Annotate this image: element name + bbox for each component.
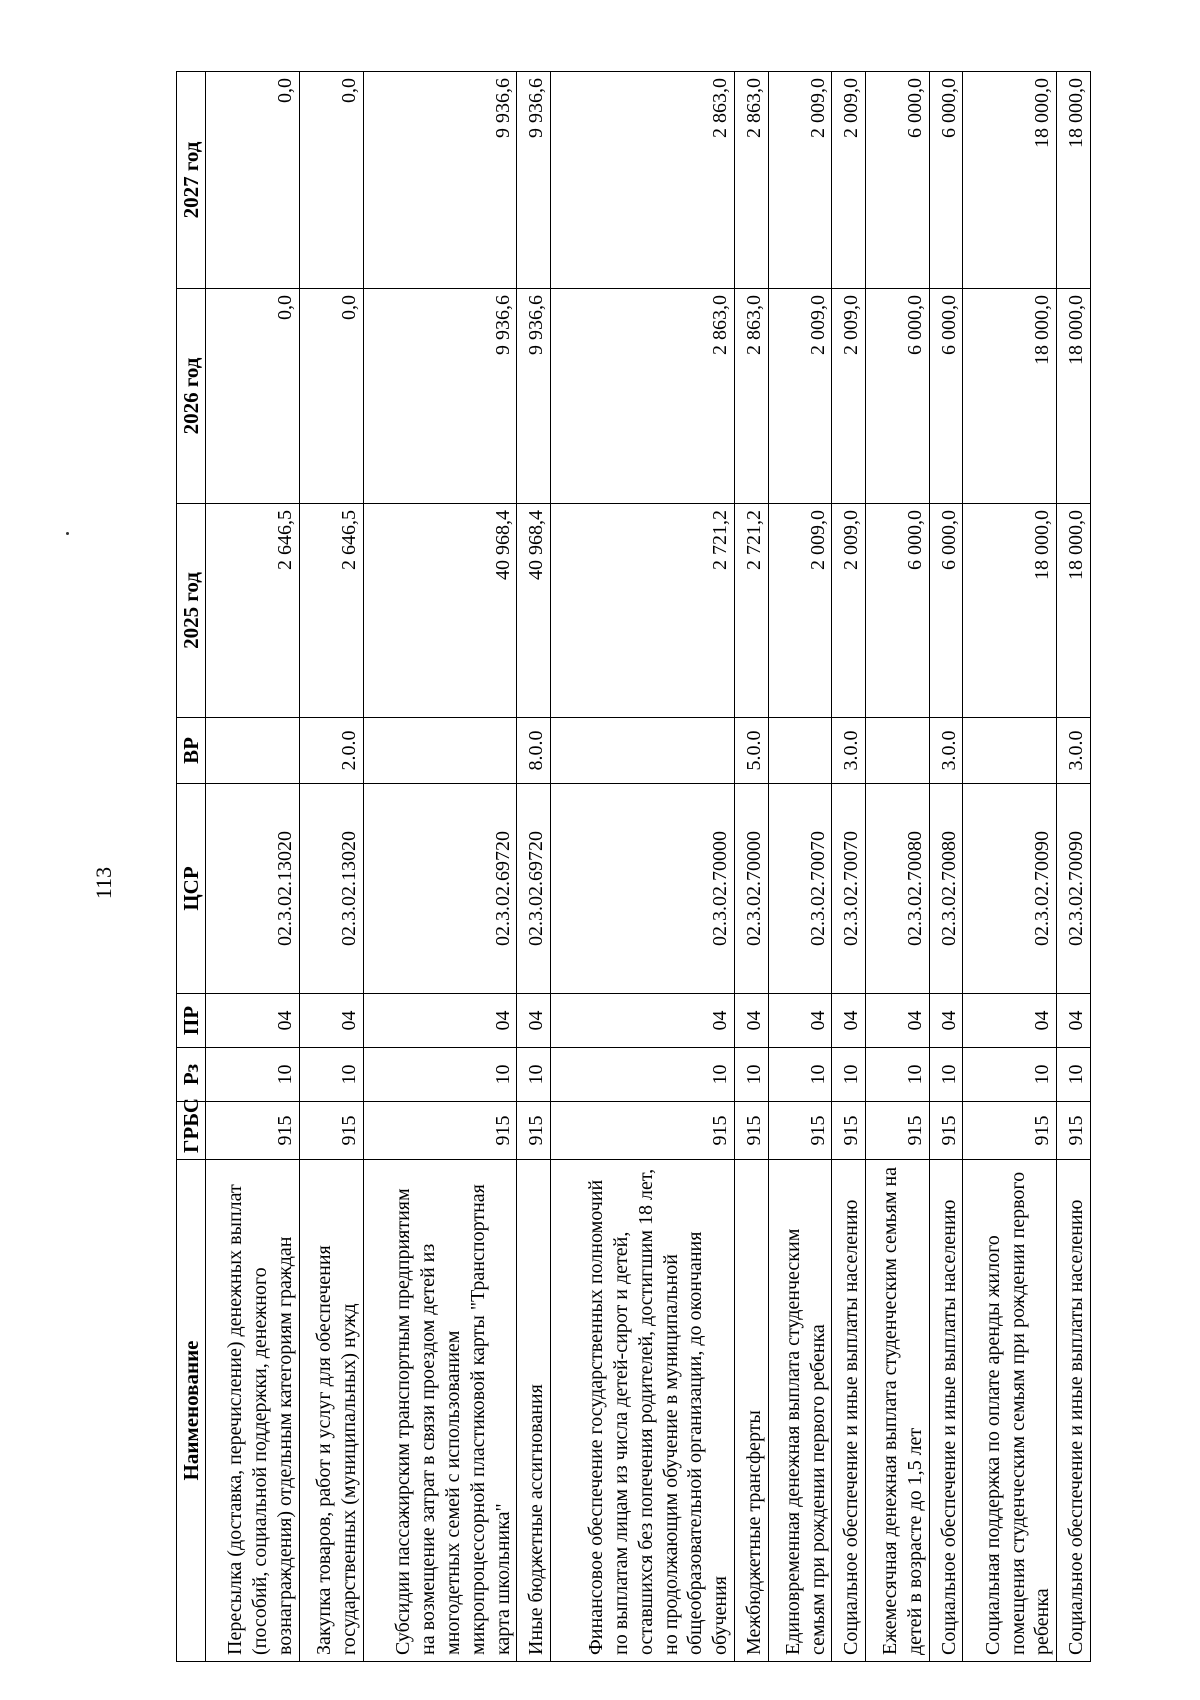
row-csr-cell: 02.3.02.13020 (299, 784, 363, 994)
row-2025-cell: 2 646,5 (299, 504, 363, 718)
table-row (363, 72, 517, 1662)
row-name-cell: Социальная поддержка по оплате аренды жилого помещения студенческим семьям при рождении первого ребенка (963, 1160, 1057, 1662)
row-csr-cell: 02.3.02.70000 (551, 784, 735, 994)
col-header-vr: ВР (177, 718, 206, 784)
table-row (299, 72, 363, 1662)
scan-speck (66, 532, 69, 535)
row-grbs-cell: 915 (206, 1102, 300, 1160)
row-vr-cell: 2.0.0 (299, 718, 363, 784)
row-rz-cell: 10 (832, 1048, 866, 1102)
row-2027-cell: 9 936,6 (517, 72, 551, 289)
row-grbs-cell: 915 (517, 1102, 551, 1160)
row-pr-cell: 04 (299, 994, 363, 1048)
col-header-2026: 2026 год (177, 289, 206, 504)
table-header-row (177, 72, 206, 1662)
row-2025-cell: 2 009,0 (832, 504, 866, 718)
row-2026-cell: 6 000,0 (866, 289, 930, 504)
table-row (734, 72, 768, 1662)
table-row (551, 72, 735, 1662)
row-grbs-cell: 915 (1057, 1102, 1091, 1160)
row-csr-cell: 02.3.02.13020 (206, 784, 300, 994)
row-2026-cell: 18 000,0 (963, 289, 1057, 504)
row-rz-cell: 10 (517, 1048, 551, 1102)
row-2027-cell: 6 000,0 (929, 72, 963, 289)
row-csr-cell: 02.3.02.70080 (866, 784, 930, 994)
row-2027-cell: 9 936,6 (363, 72, 517, 289)
row-rz-cell: 10 (866, 1048, 930, 1102)
row-rz-cell: 10 (734, 1048, 768, 1102)
col-header-grbs: ГРБС (177, 1102, 206, 1160)
col-header-2025: 2025 год (177, 504, 206, 718)
row-2027-cell: 6 000,0 (866, 72, 930, 289)
row-2025-cell: 40 968,4 (517, 504, 551, 718)
col-header-2027: 2027 год (177, 72, 206, 289)
row-grbs-cell: 915 (866, 1102, 930, 1160)
row-2027-cell: 2 863,0 (551, 72, 735, 289)
row-rz-cell: 10 (206, 1048, 300, 1102)
row-rz-cell: 10 (768, 1048, 832, 1102)
row-name-cell: Пересылка (доставка, перечисление) денежных выплат (пособий, социальной поддержки, денежного вознаграждения) отдельным категориям граждан (206, 1160, 300, 1662)
row-2027-cell: 18 000,0 (963, 72, 1057, 289)
row-csr-cell: 02.3.02.69720 (363, 784, 517, 994)
row-grbs-cell: 915 (551, 1102, 735, 1160)
row-rz-cell: 10 (929, 1048, 963, 1102)
row-vr-cell (768, 718, 832, 784)
row-grbs-cell: 915 (963, 1102, 1057, 1160)
col-header-rz: Рз (177, 1048, 206, 1102)
row-2026-cell: 0,0 (206, 289, 300, 504)
table-row (832, 72, 866, 1662)
row-csr-cell: 02.3.02.70070 (768, 784, 832, 994)
table-container (176, 72, 1091, 1662)
table-row (963, 72, 1057, 1662)
row-csr-cell: 02.3.02.69720 (517, 784, 551, 994)
row-rz-cell: 10 (299, 1048, 363, 1102)
row-vr-cell: 5.0.0 (734, 718, 768, 784)
row-pr-cell: 04 (206, 994, 300, 1048)
table-body (206, 72, 1091, 1662)
row-name-cell: Закупка товаров, работ и услуг для обеспечения государственных (муниципальных) нужд (299, 1160, 363, 1662)
row-vr-cell: 3.0.0 (832, 718, 866, 784)
row-vr-cell (963, 718, 1057, 784)
row-rz-cell: 10 (963, 1048, 1057, 1102)
row-pr-cell: 04 (768, 994, 832, 1048)
row-2026-cell: 0,0 (299, 289, 363, 504)
row-pr-cell: 04 (551, 994, 735, 1048)
row-vr-cell: 8.0.0 (517, 718, 551, 784)
row-name-cell: Единовременная денежная выплата студенческим семьям при рождении первого ребенка (768, 1160, 832, 1662)
row-name-cell: Иные бюджетные ассигнования (517, 1160, 551, 1662)
row-pr-cell: 04 (517, 994, 551, 1048)
table-row (768, 72, 832, 1662)
row-name-cell: Ежемесячная денежная выплата студенческим семьям на детей в возрасте до 1,5 лет (866, 1160, 930, 1662)
row-2025-cell: 6 000,0 (866, 504, 930, 718)
row-2025-cell: 2 721,2 (734, 504, 768, 718)
row-name-cell: Финансовое обеспечение государственных полномочий по выплатам лицам из числа детей-сирот и детей, оставшихся без попечения родителей, достигшим 18 лет, но продолжающим обучение в муниципальной общеобразовательной организации, до окончания обучения (551, 1160, 735, 1662)
row-vr-cell (206, 718, 300, 784)
row-pr-cell: 04 (832, 994, 866, 1048)
row-2025-cell: 18 000,0 (1057, 504, 1091, 718)
page-number: 113 (91, 866, 117, 900)
col-header-csr: ЦСР (177, 784, 206, 994)
row-2026-cell: 9 936,6 (363, 289, 517, 504)
row-name-cell: Субсидии пассажирским транспортным предприятиям на возмещение затрат в связи проездом детей из многодетных семей с использованием микропроцессорной пластиковой карты "Транспортная карта школьника" (363, 1160, 517, 1662)
row-csr-cell: 02.3.02.70090 (1057, 784, 1091, 994)
row-pr-cell: 04 (866, 994, 930, 1048)
row-2026-cell: 2 863,0 (734, 289, 768, 504)
row-csr-cell: 02.3.02.70080 (929, 784, 963, 994)
row-2026-cell: 2 009,0 (832, 289, 866, 504)
row-pr-cell: 04 (929, 994, 963, 1048)
row-pr-cell: 04 (734, 994, 768, 1048)
row-2026-cell: 2 009,0 (768, 289, 832, 504)
row-pr-cell: 04 (963, 994, 1057, 1048)
row-name-cell: Социальное обеспечение и иные выплаты населению (832, 1160, 866, 1662)
col-header-pr: ПР (177, 994, 206, 1048)
row-csr-cell: 02.3.02.70090 (963, 784, 1057, 994)
table-row (1057, 72, 1091, 1662)
row-2027-cell: 2 009,0 (768, 72, 832, 289)
row-2025-cell: 40 968,4 (363, 504, 517, 718)
row-2025-cell: 2 721,2 (551, 504, 735, 718)
row-vr-cell: 3.0.0 (929, 718, 963, 784)
row-2026-cell: 18 000,0 (1057, 289, 1091, 504)
row-rz-cell: 10 (551, 1048, 735, 1102)
row-2027-cell: 2 863,0 (734, 72, 768, 289)
row-grbs-cell: 915 (734, 1102, 768, 1160)
table-row (206, 72, 300, 1662)
row-vr-cell (551, 718, 735, 784)
row-vr-cell: 3.0.0 (1057, 718, 1091, 784)
table-row (866, 72, 930, 1662)
row-2027-cell: 18 000,0 (1057, 72, 1091, 289)
row-2025-cell: 18 000,0 (963, 504, 1057, 718)
row-csr-cell: 02.3.02.70070 (832, 784, 866, 994)
row-grbs-cell: 915 (832, 1102, 866, 1160)
row-pr-cell: 04 (1057, 994, 1091, 1048)
table-row (929, 72, 963, 1662)
row-grbs-cell: 915 (768, 1102, 832, 1160)
row-name-cell: Социальное обеспечение и иные выплаты населению (929, 1160, 963, 1662)
table-row (517, 72, 551, 1662)
row-grbs-cell: 915 (929, 1102, 963, 1160)
row-2025-cell: 2 009,0 (768, 504, 832, 718)
row-pr-cell: 04 (363, 994, 517, 1048)
row-2027-cell: 0,0 (206, 72, 300, 289)
row-grbs-cell: 915 (299, 1102, 363, 1160)
row-2025-cell: 6 000,0 (929, 504, 963, 718)
row-rz-cell: 10 (363, 1048, 517, 1102)
row-2027-cell: 2 009,0 (832, 72, 866, 289)
row-2026-cell: 6 000,0 (929, 289, 963, 504)
row-name-cell: Социальное обеспечение и иные выплаты населению (1057, 1160, 1091, 1662)
col-header-name: Наименование (177, 1160, 206, 1662)
row-name-cell: Межбюджетные трансферты (734, 1160, 768, 1662)
row-vr-cell (866, 718, 930, 784)
row-vr-cell (363, 718, 517, 784)
row-grbs-cell: 915 (363, 1102, 517, 1160)
row-2025-cell: 2 646,5 (206, 504, 300, 718)
row-rz-cell: 10 (1057, 1048, 1091, 1102)
row-2027-cell: 0,0 (299, 72, 363, 289)
row-2026-cell: 2 863,0 (551, 289, 735, 504)
budget-table (176, 71, 1091, 1662)
row-2026-cell: 9 936,6 (517, 289, 551, 504)
row-csr-cell: 02.3.02.70000 (734, 784, 768, 994)
